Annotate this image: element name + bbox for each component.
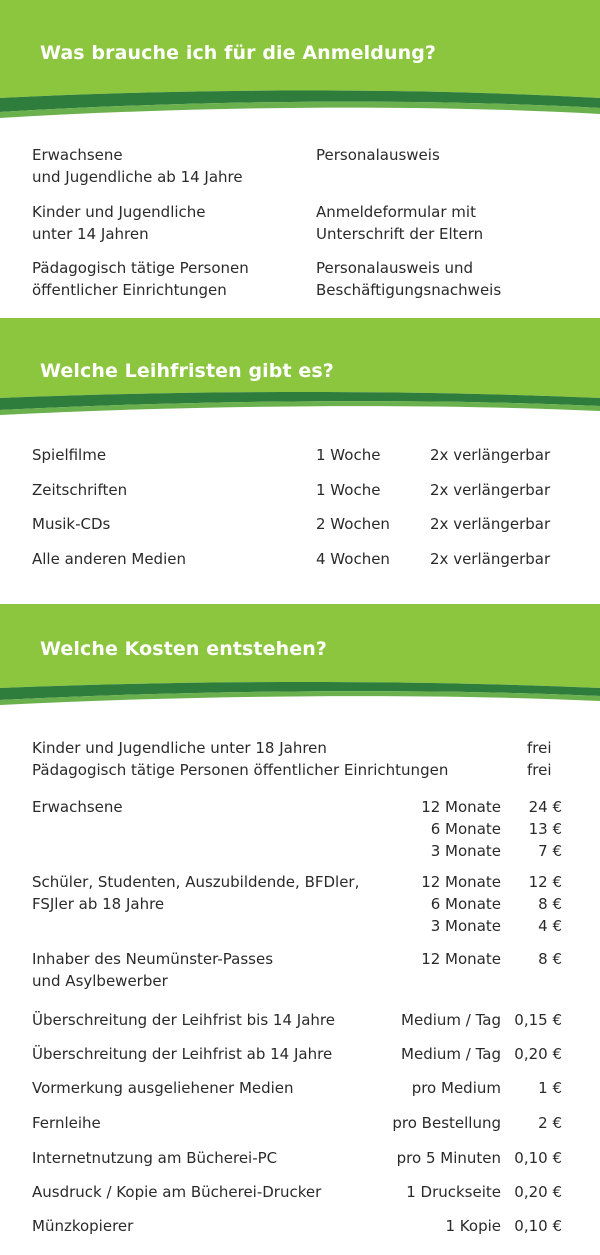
fee-price-5: 0,10 € <box>514 1149 562 1167</box>
registration-who-1b: und Jugendliche ab 14 Jahre <box>32 168 243 186</box>
registration-doc-2a: Anmeldeformular mit <box>316 203 476 221</box>
cost-students-label-2: FSJler ab 18 Jahre <box>32 895 165 913</box>
cost-adults-price-2: 13 € <box>528 820 562 838</box>
cost-pass-period: 12 Monate <box>421 950 501 968</box>
fee-label-5: Internetnutzung am Bücherei-PC <box>32 1149 278 1167</box>
cost-students-period-2: 6 Monate <box>430 895 501 913</box>
cost-pass-label-1: Inhaber des Neumünster-Passes <box>32 950 274 968</box>
loan-period-2: 1 Woche <box>316 481 381 499</box>
section-banner-registration <box>0 0 600 130</box>
registration-who-3b: öffentlicher Einrichtungen <box>32 281 227 299</box>
registration-who-2a: Kinder und Jugendliche <box>32 203 206 221</box>
cost-adults-price-1: 24 € <box>528 798 562 816</box>
cost-adults-price-3: 7 € <box>538 842 562 860</box>
registration-who-3a: Pädagogisch tätige Personen <box>32 259 249 277</box>
fee-unit-2: Medium / Tag <box>401 1045 501 1063</box>
cost-students-period-1: 12 Monate <box>421 873 501 891</box>
loan-media-3: Musik-CDs <box>32 515 111 533</box>
section-title: Was brauche ich für die Anmeldung? <box>40 42 437 64</box>
fee-label-1: Überschreitung der Leihfrist bis 14 Jahre <box>32 1011 335 1029</box>
loan-renew-2: 2x verlängerbar <box>430 481 551 499</box>
registration-doc-2b: Unterschrift der Eltern <box>316 225 484 243</box>
fee-label-3: Vormerkung ausgeliehener Medien <box>32 1079 294 1097</box>
cost-free-price-1: frei <box>527 739 552 757</box>
registration-doc-3b: Beschäftigungsnachweis <box>316 281 502 299</box>
fee-unit-5: pro 5 Minuten <box>396 1149 501 1167</box>
registration-who-1a: Erwachsene <box>32 146 123 164</box>
cost-adults-label: Erwachsene <box>32 798 123 816</box>
cost-adults-period-2: 6 Monate <box>430 820 501 838</box>
fee-unit-4: pro Bestellung <box>392 1114 501 1132</box>
section-title: Welche Kosten entstehen? <box>40 638 327 660</box>
section-banner-costs <box>0 604 600 709</box>
loan-media-1: Spielfilme <box>32 446 107 464</box>
fee-price-4: 2 € <box>538 1114 562 1132</box>
fee-label-4: Fernleihe <box>32 1114 101 1132</box>
fee-unit-1: Medium / Tag <box>401 1011 501 1029</box>
loan-renew-1: 2x verlängerbar <box>430 446 551 464</box>
fee-price-1: 0,15 € <box>514 1011 562 1029</box>
loan-period-4: 4 Wochen <box>316 550 390 568</box>
section-banner-loan-periods <box>0 318 600 418</box>
fee-unit-7: 1 Kopie <box>445 1217 501 1235</box>
loan-period-3: 2 Wochen <box>316 515 390 533</box>
registration-doc-3a: Personalausweis und <box>316 259 474 277</box>
loan-media-4: Alle anderen Medien <box>32 550 186 568</box>
loan-period-1: 1 Woche <box>316 446 381 464</box>
cost-students-price-3: 4 € <box>538 917 562 935</box>
registration-doc-1a: Personalausweis <box>316 146 440 164</box>
loan-renew-3: 2x verlängerbar <box>430 515 551 533</box>
registration-who-2b: unter 14 Jahren <box>32 225 149 243</box>
fee-price-3: 1 € <box>538 1079 562 1097</box>
cost-students-label-1: Schüler, Studenten, Auszubildende, BFDler, <box>32 873 360 891</box>
cost-pass-label-2: und Asylbewerber <box>32 972 168 990</box>
cost-adults-period-1: 12 Monate <box>421 798 501 816</box>
fee-price-6: 0,20 € <box>514 1183 562 1201</box>
cost-students-price-2: 8 € <box>538 895 562 913</box>
fee-unit-3: pro Medium <box>411 1079 501 1097</box>
cost-adults-period-3: 3 Monate <box>430 842 501 860</box>
loan-media-2: Zeitschriften <box>32 481 128 499</box>
cost-free-label-2: Pädagogisch tätige Personen öffentlicher Einrichtungen <box>32 761 449 779</box>
loan-renew-4: 2x verlängerbar <box>430 550 551 568</box>
cost-students-period-3: 3 Monate <box>430 917 501 935</box>
section-title: Welche Leihfristen gibt es? <box>40 360 334 382</box>
fee-label-6: Ausdruck / Kopie am Bücherei-Drucker <box>32 1183 322 1201</box>
cost-students-price-1: 12 € <box>528 873 562 891</box>
cost-free-label-1: Kinder und Jugendliche unter 18 Jahren <box>32 739 327 757</box>
fee-price-2: 0,20 € <box>514 1045 562 1063</box>
banner-wave-graphic <box>0 0 600 130</box>
fee-label-7: Münzkopierer <box>32 1217 134 1235</box>
cost-free-price-2: frei <box>527 761 552 779</box>
fee-label-2: Überschreitung der Leihfrist ab 14 Jahre <box>32 1045 333 1063</box>
fee-price-7: 0,10 € <box>514 1217 562 1235</box>
cost-pass-price: 8 € <box>538 950 562 968</box>
fee-unit-6: 1 Druckseite <box>406 1183 501 1201</box>
